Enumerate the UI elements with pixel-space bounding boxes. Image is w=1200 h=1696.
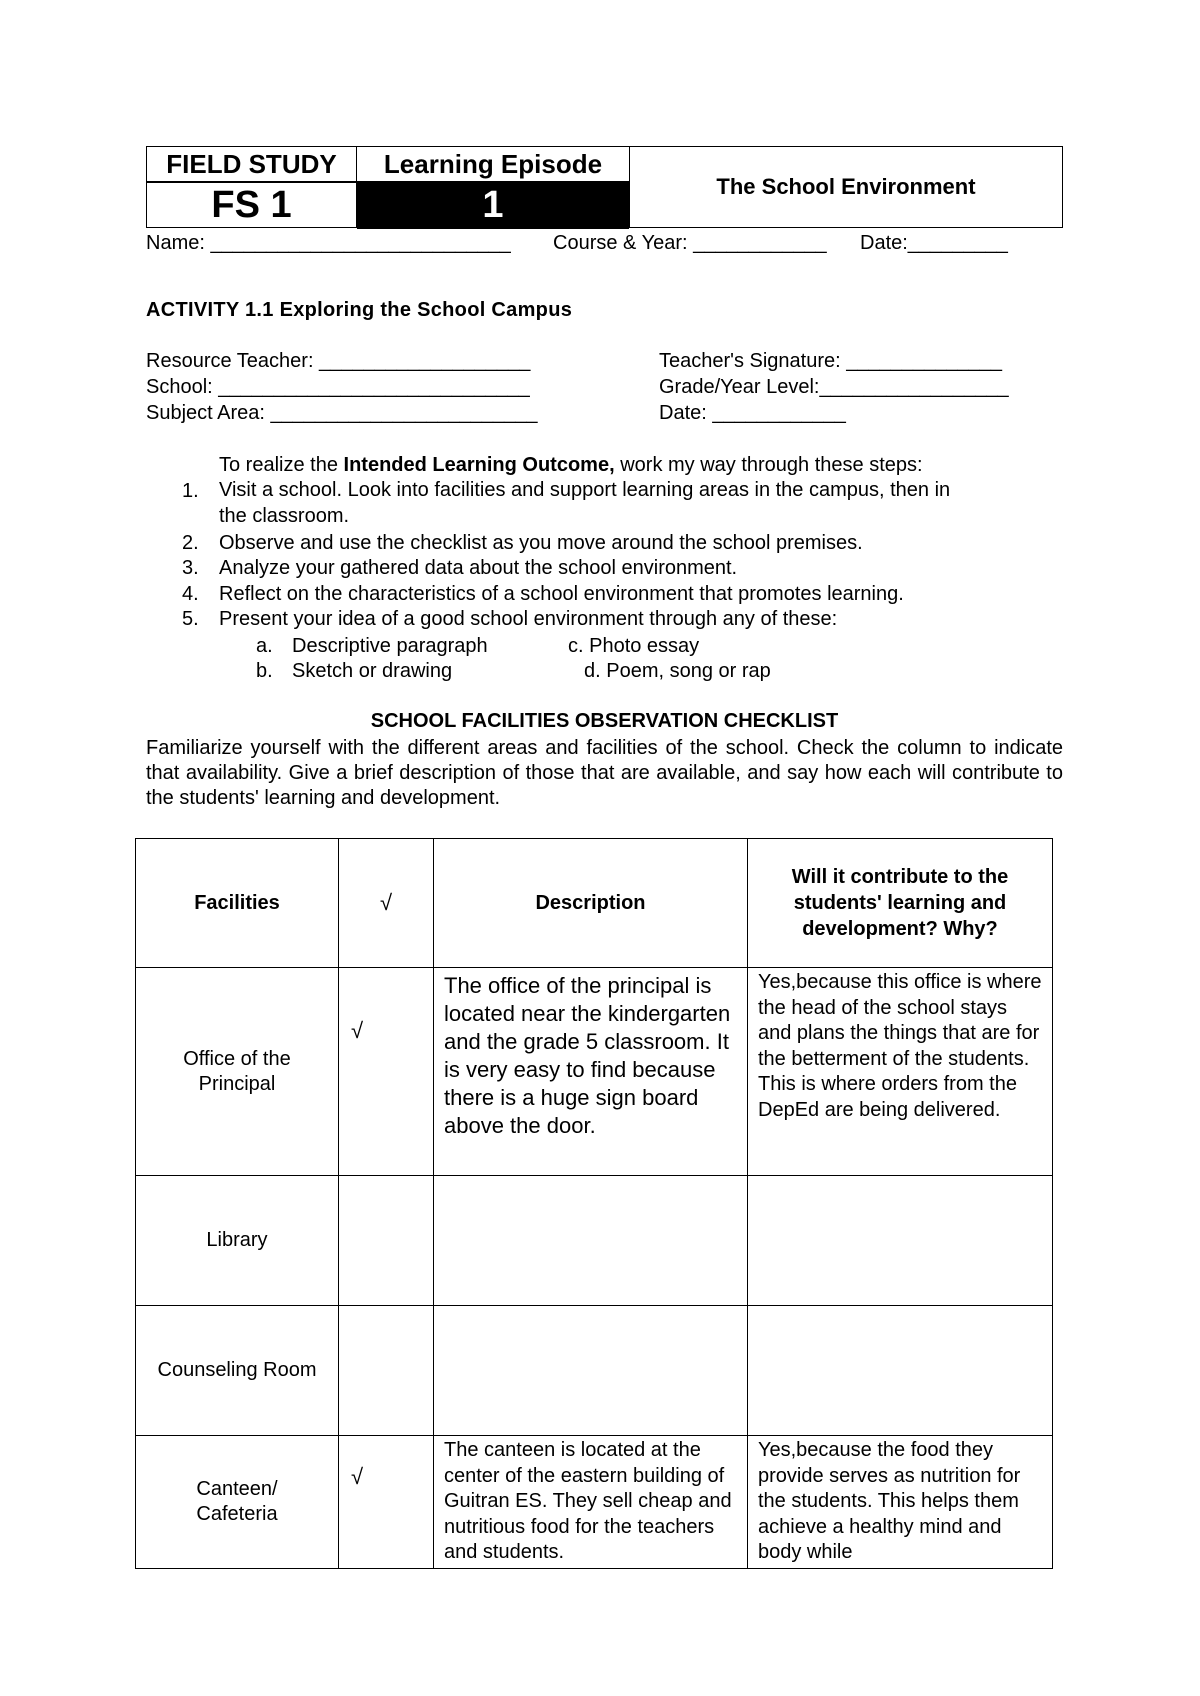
contribution-cell: Yes,because the food they provide serves as nutrition for the students. This helps them achieve a healthy mind and body while bbox=[748, 1436, 1053, 1569]
check-cell bbox=[339, 1306, 434, 1436]
contribution-cell: Yes,because this office is where the head of the school stays and plans the things that are for the betterment of the students. This is where orders from the DepEd are being delivered. bbox=[748, 968, 1053, 1176]
step-text: Present your idea of a good school environment through any of these: bbox=[219, 608, 838, 630]
option-d: d. Poem, song or rap bbox=[584, 660, 771, 682]
field-study-label: FIELD STUDY bbox=[166, 149, 337, 179]
grade-year-field: Grade/Year Level:_________________ bbox=[659, 376, 1009, 398]
header-contribution: Will it contribute to the students' learning and development? Why? bbox=[748, 839, 1053, 968]
field-study-cell bbox=[147, 147, 357, 227]
episode-title: The School Environment bbox=[716, 174, 976, 199]
school-field: School: ____________________________ bbox=[146, 376, 530, 398]
date-field: Date:_________ bbox=[860, 232, 1008, 254]
contribution-cell bbox=[748, 1176, 1053, 1306]
table-row bbox=[136, 1176, 1053, 1306]
activity-title: ACTIVITY 1.1 Exploring the School Campus bbox=[146, 299, 573, 321]
checklist-title: SCHOOL FACILITIES OBSERVATION CHECKLIST bbox=[370, 710, 839, 732]
step-text: Visit a school. Look into facilities and support learning areas in the campus, then in the classroom. bbox=[219, 479, 951, 527]
step-text: Analyze your gathered data about the school environment. bbox=[219, 557, 738, 579]
course-year-field: Course & Year: ____________ bbox=[553, 232, 827, 254]
check-cell bbox=[339, 1176, 434, 1306]
facilities-checklist-table bbox=[135, 838, 1053, 1569]
option-a: Descriptive paragraph bbox=[292, 635, 488, 657]
option-a-letter: a. bbox=[256, 635, 273, 657]
description-cell bbox=[434, 1306, 748, 1436]
checklist-intro: Familiarize yourself with the different areas and facilities of the school. Check the column to indicate that availability. Give a brief description of those that are available, and say how each will contribute to the students' learning and development. bbox=[146, 737, 1063, 809]
step-number: 5. bbox=[182, 608, 199, 630]
step-number: 1. bbox=[182, 480, 199, 502]
check-cell: √ bbox=[339, 968, 434, 1176]
table-row bbox=[136, 1306, 1053, 1436]
teacher-signature-field: Teacher's Signature: ______________ bbox=[659, 350, 1002, 372]
header-description: Description bbox=[434, 839, 748, 968]
name-field: Name: ___________________________ bbox=[146, 232, 511, 254]
learning-episode-label: Learning Episode bbox=[383, 149, 603, 179]
table-row bbox=[136, 968, 1053, 1176]
step-text: Observe and use the checklist as you move around the school premises. bbox=[219, 532, 863, 554]
contribution-cell bbox=[748, 1306, 1053, 1436]
description-cell: The canteen is located at the center of the eastern building of Guitran ES. They sell cheap and nutritious food for the teachers and students. bbox=[434, 1436, 748, 1569]
learning-episode-cell bbox=[357, 147, 630, 227]
facility-cell: Office of the Principal bbox=[136, 968, 339, 1176]
form-date-field: Date: ____________ bbox=[659, 402, 846, 424]
subject-area-field: Subject Area: ________________________ bbox=[146, 402, 538, 424]
step-number: 2. bbox=[182, 532, 199, 554]
resource-teacher-field: Resource Teacher: ___________________ bbox=[146, 350, 531, 372]
header-facilities: Facilities bbox=[136, 839, 339, 968]
step-text: Reflect on the characteristics of a school environment that promotes learning. bbox=[219, 583, 904, 605]
table-row bbox=[136, 1436, 1053, 1569]
intro-text: To realize the Intended Learning Outcome, work my way through these steps: bbox=[219, 454, 923, 476]
table-header-row bbox=[136, 839, 1053, 968]
header-box bbox=[146, 146, 1063, 228]
step-number: 3. bbox=[182, 557, 199, 579]
description-cell bbox=[434, 1176, 748, 1306]
facility-cell: Counseling Room bbox=[136, 1306, 339, 1436]
facility-cell: Library bbox=[136, 1176, 339, 1306]
episode-number: 1 bbox=[357, 182, 629, 229]
fs-code: FS 1 bbox=[211, 184, 292, 226]
description-cell: The office of the principal is located near the kindergarten and the grade 5 classroom. It is very easy to find because there is a huge sign board above the door. bbox=[434, 968, 748, 1176]
header-check: √ bbox=[339, 839, 434, 968]
option-b: Sketch or drawing bbox=[292, 660, 453, 682]
step-number: 4. bbox=[182, 583, 199, 605]
option-c: c. Photo essay bbox=[568, 635, 700, 657]
check-cell: √ bbox=[339, 1436, 434, 1569]
facility-cell: Canteen/ Cafeteria bbox=[136, 1436, 339, 1569]
option-b-letter: b. bbox=[256, 660, 273, 682]
